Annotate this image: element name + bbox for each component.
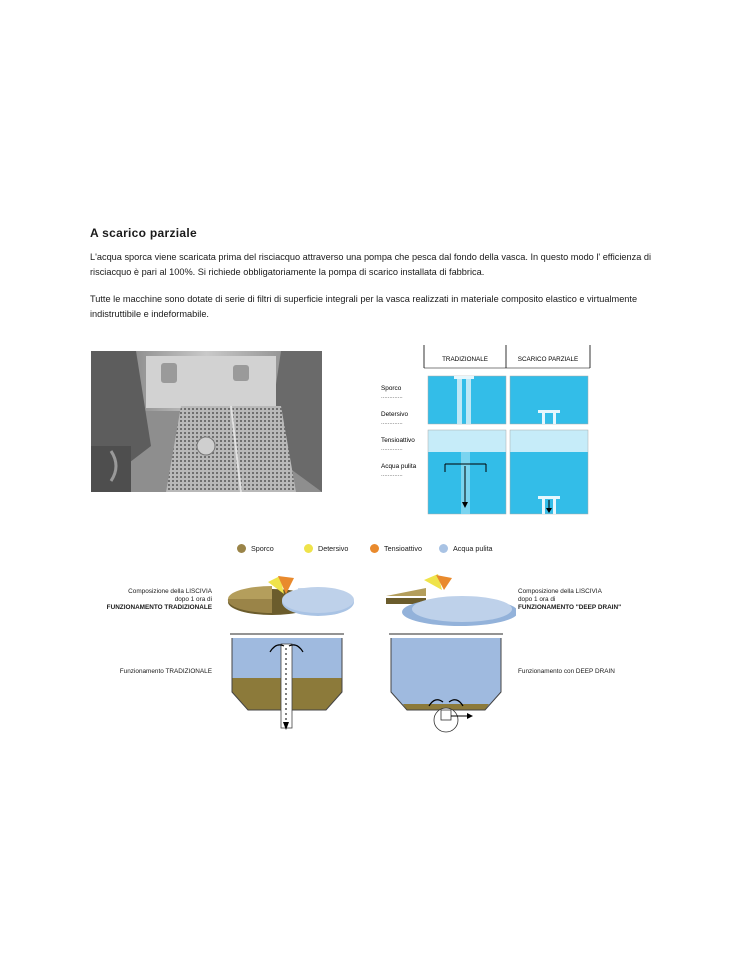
filters-paragraph: Tutte le macchine sono dotate di serie di filtri di superficie integrali per la vasca realizzati in materiale composito elastico e virtualmente indistruttibile e indeformabile.: [90, 294, 638, 319]
col-traditional-label: TRADIZIONALE: [442, 356, 488, 363]
composition-legend: [232, 544, 532, 562]
legend-item: Tensioattivo: [370, 544, 422, 553]
tank-filter-photo: [91, 351, 322, 492]
composition-deepdrain-label: Composizione della LISCIVIA dopo 1 ora di FUNZIONAMENTO "DEEP DRAIN": [518, 588, 622, 611]
diagram-label-tensioattivo: Tensioattivo: [381, 437, 415, 444]
tank-deep-drain: [385, 630, 507, 734]
diagram-label-detersivo: Detersivo: [381, 411, 408, 418]
drain-comparison-diagram: [378, 340, 598, 520]
svg-text:.............: .............: [381, 472, 403, 478]
description-paragraph: L'acqua sporca viene scaricata prima del risciacquo attraverso una pompa che pesca dal fondo della vasca. In questo modo l' efficienza di risciacquo è pari al 100%. Si richiede obbligatoriamente la pompa di scarico installata di fabbrica.: [90, 252, 652, 277]
svg-text:.............: .............: [381, 446, 403, 452]
section-title: A scarico parziale: [90, 226, 198, 240]
svg-text:.............: .............: [381, 420, 403, 426]
operation-traditional-label: Funzionamento TRADIZIONALE: [119, 668, 212, 675]
diagram-label-acqua-pulita: Acqua pulita: [381, 463, 417, 470]
legend-item: Acqua pulita: [439, 544, 493, 553]
legend-swatch: [370, 544, 379, 553]
legend-swatch: [237, 544, 246, 553]
composition-traditional-label: Composizione della LISCIVIA dopo 1 ora di FUNZIONAMENTO TRADIZIONALE: [106, 588, 212, 611]
col-partial-label: SCARICO PARZIALE: [517, 356, 579, 363]
legend-swatch: [304, 544, 313, 553]
diagram-label-sporco: Sporco: [381, 385, 402, 392]
pie-traditional: [222, 572, 358, 624]
legend-item: Detersivo: [304, 544, 348, 553]
pie-deep-drain: [380, 572, 516, 630]
legend-item: Sporco: [237, 544, 274, 553]
operation-deepdrain-label: Funzionamento con DEEP DRAIN: [518, 668, 615, 675]
legend-swatch: [439, 544, 448, 553]
tank-traditional: [226, 630, 348, 734]
svg-text:.............: .............: [381, 394, 403, 400]
